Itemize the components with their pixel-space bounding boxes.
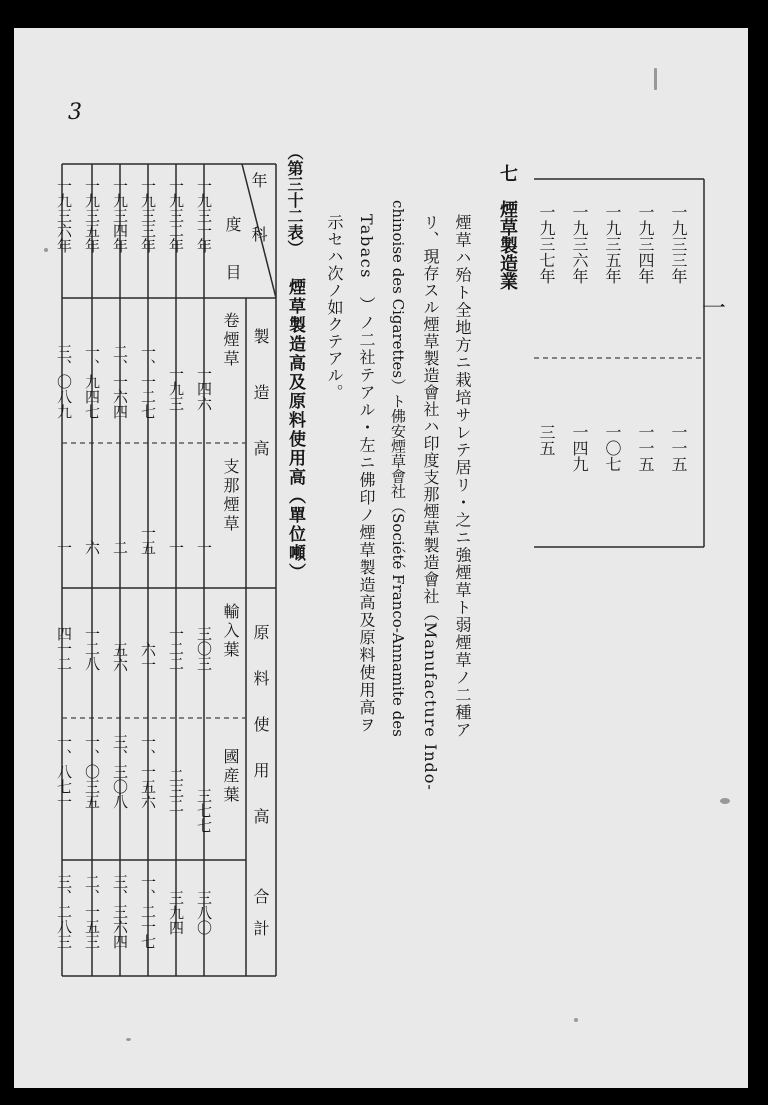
top-year-5: 一九三七年 xyxy=(537,204,556,284)
top-year-3: 一九三五年 xyxy=(603,204,622,284)
cell-imported-1935: 一二八 xyxy=(83,626,101,671)
cell-domestic-1936: 一、八七一 xyxy=(55,734,73,809)
body-line-3: chinoise des Cigarettes）ト佛安煙草會社（Société Franco-Annamite des xyxy=(389,200,407,737)
cell-cigarettes-1931: 一四六 xyxy=(195,366,213,411)
cell-cigarettes-1936: 三、〇八九 xyxy=(55,344,73,419)
cell-chinese-1931: 一 xyxy=(195,540,213,555)
cell-chinese-1936: 一 xyxy=(55,540,73,555)
cell-domestic-1931: 三七七 xyxy=(195,788,213,833)
cell-imported-1932: 一二二 xyxy=(167,626,185,671)
group-material: 原料使用高 xyxy=(251,624,270,854)
corner-period: 度 xyxy=(223,216,242,232)
body-line-5: 示セハ次ノ如クテアル。 xyxy=(325,214,344,401)
row-year-1934: 一九三四年 xyxy=(111,178,129,253)
row-year-1933: 一九三三年 xyxy=(139,178,157,253)
cell-imported-1936: 四一二 xyxy=(55,626,73,671)
table-title: 煙草製造高及原料使用高（單位噸） xyxy=(285,278,305,582)
cell-chinese-1935: 六 xyxy=(83,540,101,555)
cell-domestic-1935: 一、〇三五 xyxy=(83,734,101,809)
corner-year: 年 xyxy=(249,172,268,188)
corner-item: 目 xyxy=(223,264,242,280)
cell-total-1931: 三八〇 xyxy=(195,890,213,935)
top-value-3: 一〇七 xyxy=(603,424,622,472)
cell-chinese-1934: 二 xyxy=(111,540,129,555)
cell-cigarettes-1932: 一九三 xyxy=(167,366,185,411)
column-cigarettes: 卷煙草 xyxy=(221,312,240,369)
page-number: 3 xyxy=(68,100,82,125)
cell-domestic-1932: 二三二 xyxy=(167,768,185,813)
scan-speck xyxy=(654,68,657,90)
cell-cigarettes-1933: 一、一二七 xyxy=(139,344,157,419)
cell-total-1932: 三九四 xyxy=(167,890,185,935)
document-page xyxy=(14,28,748,1088)
body-line-1: 煙草ハ殆ト全地方ニ栽培サレテ居リ・之ニ強煙草ト弱煙草ノ二種ア xyxy=(453,214,472,739)
cell-chinese-1932: 一 xyxy=(167,540,185,555)
cell-chinese-1933: 一五 xyxy=(139,525,157,555)
cell-cigarettes-1935: 一、九四七 xyxy=(83,344,101,419)
corner-subject: 科 xyxy=(249,226,268,242)
row-year-1935: 一九三五年 xyxy=(83,178,101,253)
row-year-1936: 一九三六年 xyxy=(55,178,73,253)
cell-total-1934: 三、三六四 xyxy=(111,874,129,949)
column-domestic-leaf: 國産葉 xyxy=(221,748,240,805)
top-year-2: 一九三四年 xyxy=(636,204,655,284)
top-value-5: 三五 xyxy=(537,424,556,456)
top-value-4: 一四九 xyxy=(570,424,589,472)
cell-total-1936: 三、二八三 xyxy=(55,874,73,949)
top-value-2: 一一五 xyxy=(636,424,655,472)
table-label: （第三十二表） xyxy=(285,144,304,256)
cell-cigarettes-1934: 二、一六四 xyxy=(111,344,129,419)
cell-imported-1934: 五六 xyxy=(111,642,129,672)
cell-imported-1933: 六一 xyxy=(139,642,157,672)
group-manufacture: 製造高 xyxy=(251,328,270,496)
column-imported-leaf: 輸入葉 xyxy=(221,603,240,660)
scan-speck xyxy=(44,248,48,252)
column-chinese-tobacco: 支那煙草 xyxy=(221,458,240,534)
section-heading: 七 煙草製造業 xyxy=(497,164,518,290)
margin-mark: 一 xyxy=(702,294,726,322)
cell-domestic-1933: 一、一五六 xyxy=(139,734,157,809)
cell-total-1933: 一、二一七 xyxy=(139,874,157,949)
row-year-1931: 一九三一年 xyxy=(195,178,213,253)
body-line-4: Tabacs ）ノ二社テアル・左ニ佛印ノ煙草製造高及原料使用高ヲ xyxy=(357,214,376,734)
column-total: 合計 xyxy=(251,888,270,952)
cell-total-1935: 二、一五三 xyxy=(83,874,101,949)
top-year-1: 一九三三年 xyxy=(669,204,688,284)
row-year-1932: 一九三二年 xyxy=(167,178,185,253)
top-year-4: 一九三六年 xyxy=(570,204,589,284)
top-value-1: 一一五 xyxy=(669,424,688,472)
cell-imported-1931: 三〇三 xyxy=(195,626,213,671)
scan-speck xyxy=(126,1038,131,1041)
scan-speck xyxy=(574,1018,578,1022)
scan-speck xyxy=(720,798,730,804)
cell-domestic-1934: 三、三〇八 xyxy=(111,734,129,809)
body-line-2: リ、現存スル煙草製造會社ハ印度支那煙草製造會社（Manufacture Indo- xyxy=(421,214,440,791)
